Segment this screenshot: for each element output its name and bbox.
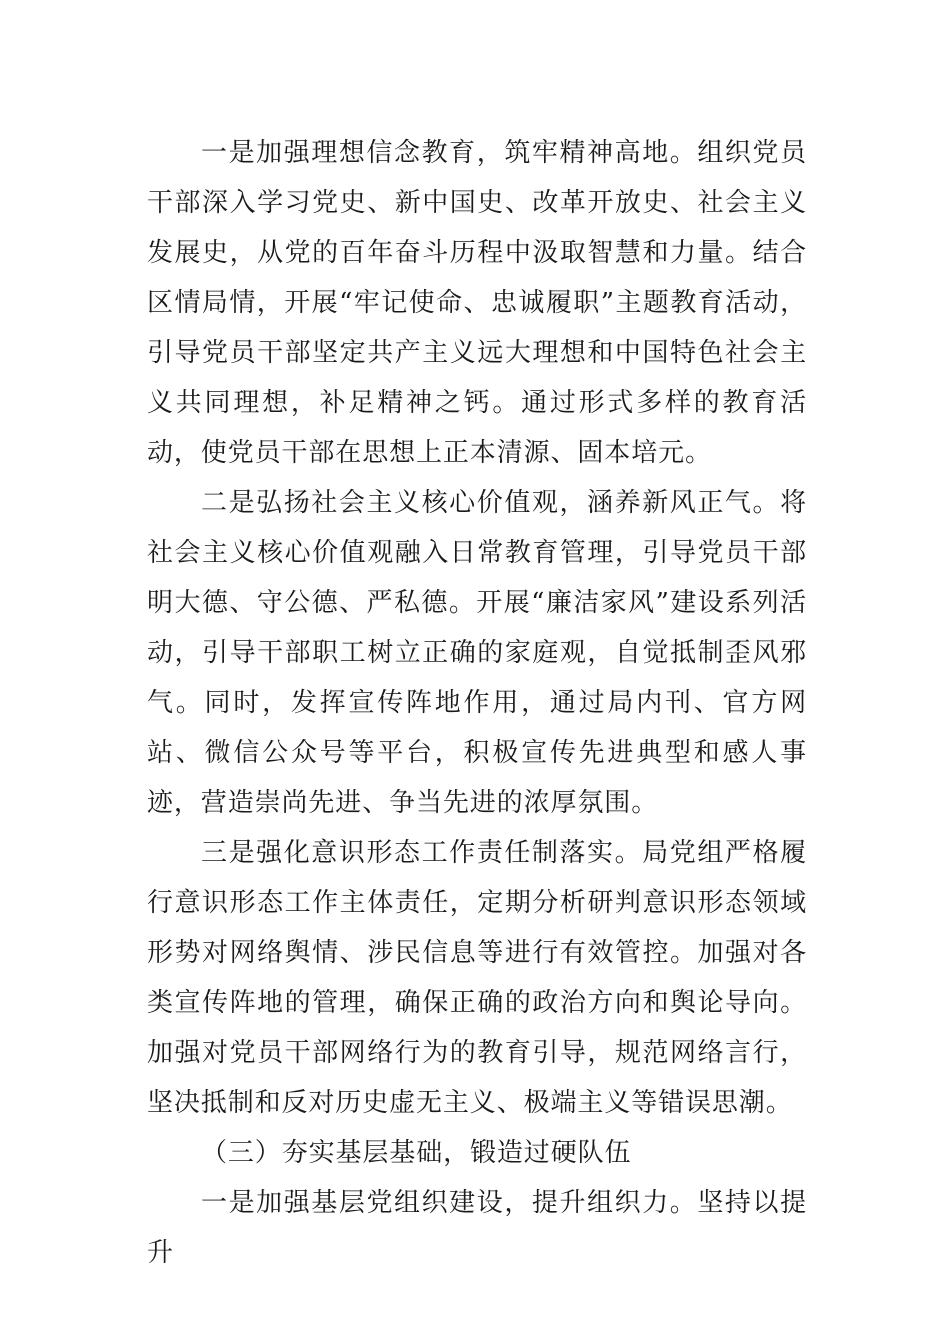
section-heading: （三）夯实基层基础，锻造过硬队伍 [201,1138,632,1168]
document-body [147,128,807,1278]
paragraph-ideal-belief-education: 一是加强理想信念教育，筑牢精神高地。组织党员干部深入学习党史、新中国史、改革开放史、社会主义发展史，从党的百年奋斗历程中汲取智慧和力量。结合区情局情，开展“牢记使命、忠诚履职”主题教育活动，引导党员干部坚定共产主义远大理想和中国特色社会主义共同理想，补足精神之钙。通过形式多样的教育活动，使党员干部在思想上正本清源、固本培元。 [147,138,807,468]
paragraph-core-values: 二是弘扬社会主义核心价值观，涵养新风正气。将社会主义核心价值观融入日常教育管理，引导党员干部明大德、守公德、严私德。开展“廉洁家风”建设系列活动，引导干部职工树立正确的家庭观，自觉抵制歪风邪气。同时，发挥宣传阵地作用，通过局内刊、官方网站、微信公众号等平台，积极宣传先进典型和感人事迹，营造崇尚先进、争当先进的浓厚氛围。 [147,488,807,818]
paragraph-grassroots-party-building: 一是加强基层党组织建设，提升组织力。坚持以提升 [147,1188,807,1268]
paragraph-ideology-responsibility: 三是强化意识形态工作责任制落实。局党组严格履行意识形态工作主体责任，定期分析研判意识形态领域形势对网络舆情、涉民信息等进行有效管控。加强对各类宣传阵地的管理，确保正确的政治方向和舆论导向。加强对党员干部网络行为的教育引导，规范网络言行，坚决抵制和反对历史虚无主义、极端主义等错误思潮。 [147,838,807,1118]
